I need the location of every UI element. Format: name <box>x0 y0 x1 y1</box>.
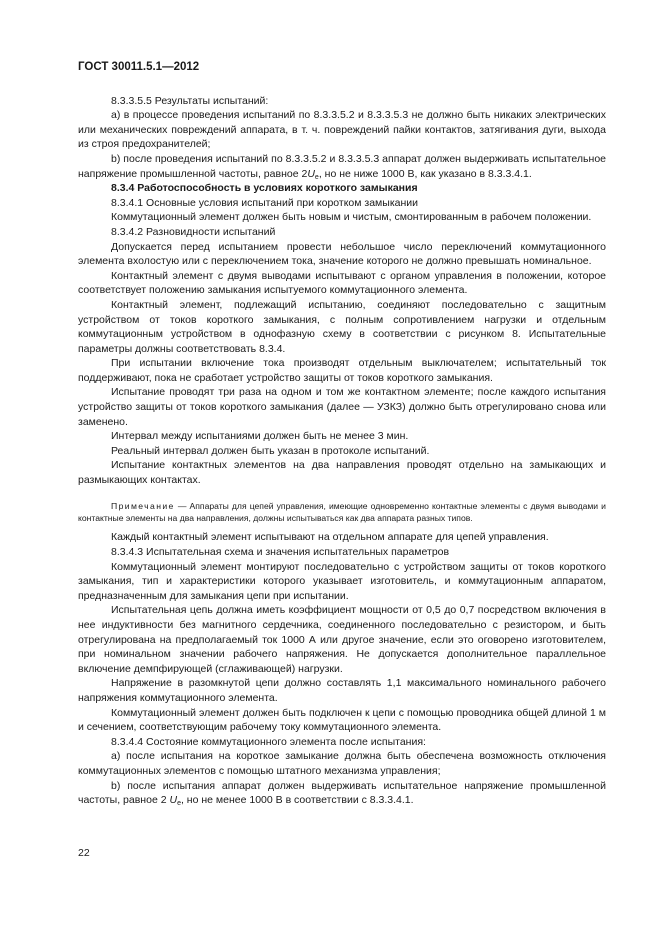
note-label: Примечание <box>111 500 175 511</box>
paragraph: Испытательная цепь должна иметь коэффициент мощности от 0,5 до 0,7 посредством включения в нее индуктивности без магнитного сердечника, соединенного последовательно с резистором, и быть отрегулирована на предполагаемый ток 1000 А или другое значение, если это оговорено изготовителем, при номинальном значении рабочего напряжения. Не допускается дополнительное параллельное включение демпфирующей (сглаживающей) нагрузки. <box>78 604 606 675</box>
paragraph: Контактный элемент с двумя выводами испытывают с органом управления в положении, которое соответствует положению замыкания испытуемого коммутационного элемента. <box>78 269 606 297</box>
text-fragment: b) после испытания аппарат должен выдерживать испытательное напряжение промышленной частоты, равное 2 <box>78 779 606 807</box>
list-item-b <box>78 779 606 808</box>
text-fragment: , но не ниже 1000 В, как указано в 8.3.3.4.1. <box>318 167 532 180</box>
paragraph: Реальный интервал должен быть указан в протоколе испытаний. <box>111 444 430 457</box>
note-text: — Аппараты для цепей управления, имеющие одновременно контактные элементы с двумя выводами и контактные элементы на два направления, должны испытываться как два аппарата разных типов. <box>78 500 606 524</box>
page-number: 22 <box>78 847 90 859</box>
note <box>78 500 606 525</box>
voltage-symbol: U <box>169 794 178 807</box>
paragraph: Контактный элемент, подлежащий испытанию, соединяют последовательно с защитным устройством от токов короткого замыкания, с полным сопротивлением нагрузки и отдельным коммутационным устройством в однофазную схему в соответствии с рисунком 8. Испытательные параметры должны соответствовать 8.3.4. <box>78 298 606 355</box>
paragraph: Коммутационный элемент монтируют последовательно с устройством защиты от токов короткого замыкания, тип и характеристики которого указывает изготовитель, и коммутационным аппаратом, предназначенным для замыкания цепи при испытании. <box>78 560 606 602</box>
paragraph: Коммутационный элемент должен быть новым и чистым, смонтированным в рабочем положении. <box>111 211 592 224</box>
paragraph: Коммутационный элемент должен быть подключен к цепи с помощью проводника общей длиной 1 м и сечением, соответствующим рабочему току коммутационного элемента. <box>78 706 606 734</box>
text-fragment: , но не менее 1000 В в соответствии с 8.3.3.4.1. <box>180 794 414 807</box>
clause-8-3-4-3: 8.3.4.3 Испытательная схема и значения испытательных параметров <box>111 546 450 559</box>
list-item-a: а) после испытания на короткое замыкание должна быть обеспечена возможность отключения коммутационных элементов с помощью штатного механизма управления; <box>78 750 606 777</box>
clause-8-3-4-1: 8.3.4.1 Основные условия испытаний при коротком замыкании <box>111 196 419 209</box>
paragraph: Испытание проводят три раза на одном и том же контактном элементе; после каждого испытания устройство защиты от токов короткого замыкания (далее — УЗКЗ) должно быть отрегулировано снова или заменено. <box>78 386 606 428</box>
voltage-symbol: U <box>307 167 315 180</box>
page-content <box>78 60 606 808</box>
voltage-subscript: e <box>314 173 319 181</box>
section-heading-8-3-4: 8.3.4 Работоспособность в условиях короткого замыкания <box>111 182 418 195</box>
paragraph: Допускается перед испытанием провести небольшое число переключений коммутационного элемента вхолостую или с переключением тока, значение которого не должно превышать номинальное. <box>78 240 606 268</box>
document-header: ГОСТ 30011.5.1—2012 <box>78 61 200 73</box>
clause-8-3-4-4: 8.3.4.4 Состояние коммутационного элемента после испытания: <box>111 735 426 748</box>
paragraph: При испытании включение тока производят отдельным выключателем; испытательный ток поддерживают, пока не сработает устройство защиты от токов короткого замыкания. <box>78 357 606 384</box>
text-fragment: b) после проведения испытаний по 8.3.3.5.2 и 8.3.3.5.3 аппарат должен выдерживать испытательное напряжение промышленной частоты, равное 2 <box>78 152 606 180</box>
paragraph: Напряжение в разомкнутой цепи должно составлять 1,1 максимального номинального рабочего напряжения коммутационного элемента. <box>78 677 606 704</box>
paragraph: Каждый контактный элемент испытывают на отдельном аппарате для цепей управления. <box>111 531 549 544</box>
clause-8-3-3-5-5: 8.3.3.5.5 Результаты испытаний: <box>111 94 269 107</box>
paragraph: Интервал между испытаниями должен быть не менее 3 мин. <box>111 430 409 443</box>
clause-8-3-4-2: 8.3.4.2 Разновидности испытаний <box>111 225 276 238</box>
paragraph: Испытание контактных элементов на два направления проводят отдельно на замыкающих и размыкающих контактах. <box>78 459 606 487</box>
voltage-subscript: e <box>177 800 181 808</box>
list-item-a: а) в процессе проведения испытаний по 8.3.3.5.2 и 8.3.3.5.3 не должно быть никаких электрических или механических повреждений аппарата, в т. ч. повреждений пайки контактов, затягивания дуги, выхода из строя предохранителей; <box>78 109 606 151</box>
list-item-b <box>78 152 606 181</box>
